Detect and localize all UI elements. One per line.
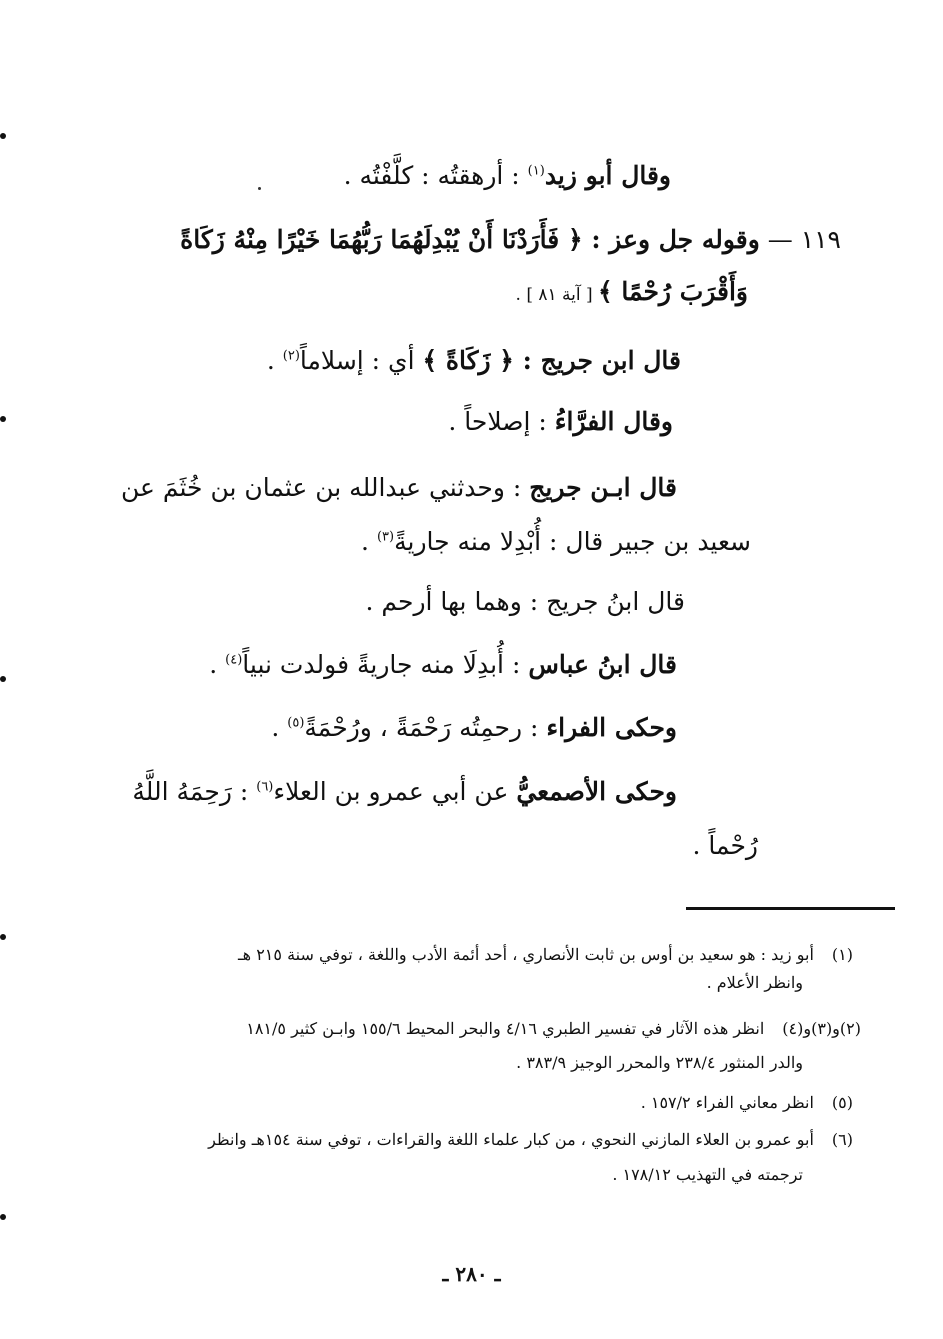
speaker: قال ابن جريج :	[513, 346, 681, 375]
body-line-12	[693, 826, 759, 866]
body-text: عن أبي عمرو بن العلاء	[273, 777, 517, 806]
body-text: قال ابنُ جريج : وهما بها أرحم .	[365, 587, 685, 616]
footnote-text: أبو زيد : هو سعيد بن أوس بن ثابت الأنصاري ، أحد أئمة الأدب واللغة ، توفي سنة ٢١٥ هـ	[237, 945, 814, 964]
body-text: : رَحِمَهُ اللَّهُ	[132, 777, 257, 806]
footnote-ref: (٥)	[287, 715, 305, 731]
footnote-number: (٢)و(٣)و(٤)	[782, 1019, 861, 1038]
footnote-1	[238, 942, 853, 968]
body-line-1	[344, 156, 671, 196]
body-line-10	[271, 708, 677, 748]
body-text: : أُبدِلَا منه جاريةً فولدت نبياً	[242, 650, 529, 679]
quran-word: ﴿ زَكَاةً ﴾	[422, 346, 514, 375]
footnote-number: (٦)	[831, 1130, 853, 1149]
body-line-9	[209, 645, 677, 685]
speaker: وحكى الفراء	[546, 713, 677, 742]
footnote-number: (١)	[831, 945, 853, 964]
footnote-text: انظر هذه الآثار في تفسير الطبري ٤/١٦ والبحر المحيط ١٥٥/٦ وابـن كثير ١٨١/٥	[246, 1019, 765, 1038]
footnote-6-cont	[612, 1162, 803, 1188]
body-text: أي : إسلاماً	[299, 346, 423, 375]
speaker: قال ابنُ عباس	[528, 650, 677, 679]
margin-mark	[0, 416, 6, 422]
body-line-6	[121, 468, 677, 508]
speaker: قال ابـن جريج	[529, 473, 677, 502]
body-text: .	[266, 346, 283, 375]
body-text: : أرهقتُه : كلَّفْتُه .	[343, 161, 528, 190]
footnote-text: ترجمته في التهذيب ١٧٨/١٢ .	[612, 1165, 803, 1184]
footnote-6	[208, 1127, 853, 1153]
footnote-ref: (٣)	[376, 529, 395, 545]
body-line-4	[267, 341, 681, 381]
speck	[258, 187, 261, 190]
body-text: .	[271, 713, 288, 742]
footnote-text: انظر معاني الفراء ١٥٧/٢ .	[640, 1093, 814, 1112]
body-text: .	[209, 650, 226, 679]
footnote-ref: (٢)	[282, 348, 300, 364]
body-text: سعيد بن جبير قال : أُبْدِلا منه جاريةً	[394, 527, 751, 556]
margin-mark	[0, 934, 6, 940]
body-line-2	[180, 220, 841, 260]
footnote-2-4-cont	[516, 1050, 803, 1076]
body-text: : إصلاحاً .	[448, 407, 555, 436]
footnote-ref: (٦)	[256, 779, 274, 795]
speaker: وقال الفرَّاءُ	[554, 407, 673, 436]
speaker: وحكى الأصمعيُّ	[516, 777, 677, 806]
footnote-ref: (١)	[527, 163, 545, 179]
margin-mark	[0, 676, 6, 682]
footnote-5	[641, 1090, 853, 1116]
body-line-5	[448, 402, 673, 442]
body-line-3	[516, 272, 748, 315]
speaker: وقال أبو زيد	[544, 161, 671, 190]
footnote-1-cont	[707, 970, 803, 996]
body-text: رُحْماً .	[692, 831, 758, 860]
margin-mark	[0, 1214, 6, 1220]
body-text: .	[361, 527, 377, 556]
quran-verse: ﴿ فَأَرَدْنَا أَنْ يُبْدِلَهُمَا رَبُّهُمَا خَيْرًا مِنْهُ زَكَاةً	[180, 225, 583, 254]
page-number: ـ ٢٨٠ ـ	[442, 1262, 501, 1286]
verse-reference: [ آية ٨١ ] .	[515, 285, 599, 305]
body-line-11	[132, 772, 677, 812]
body-line-7	[361, 522, 751, 562]
speaker: وقوله جل وعز :	[582, 225, 760, 254]
body-text: : وحدثني عبدالله بن عثمان بن خُثَمَ عن	[120, 473, 530, 502]
quran-verse: وَأَقْرَبَ رُحْمًا ﴾	[598, 277, 748, 306]
margin-mark	[0, 133, 6, 139]
footnote-text: وانظر الأعلام .	[706, 973, 803, 992]
body-line-8	[365, 582, 685, 622]
footnote-2-4	[246, 1016, 861, 1042]
footnote-number: (٥)	[831, 1093, 853, 1112]
footnote-separator	[686, 907, 895, 910]
body-text: : رحمِتُه رَحْمَةً ، ورُحْمَةً	[304, 713, 547, 742]
footnote-ref: (٤)	[225, 652, 243, 668]
footnote-text: أبو عمرو بن العلاء المازني النحوي ، من كبار علماء اللغة والقراءات ، توفي سنة ١٥٤هـ وانظر	[208, 1130, 814, 1149]
entry-number: ١١٩ —	[759, 225, 841, 254]
footnote-text: والدر المنثور ٢٣٨/٤ والمحرر الوجيز ٣٨٣/٩ .	[516, 1053, 803, 1072]
